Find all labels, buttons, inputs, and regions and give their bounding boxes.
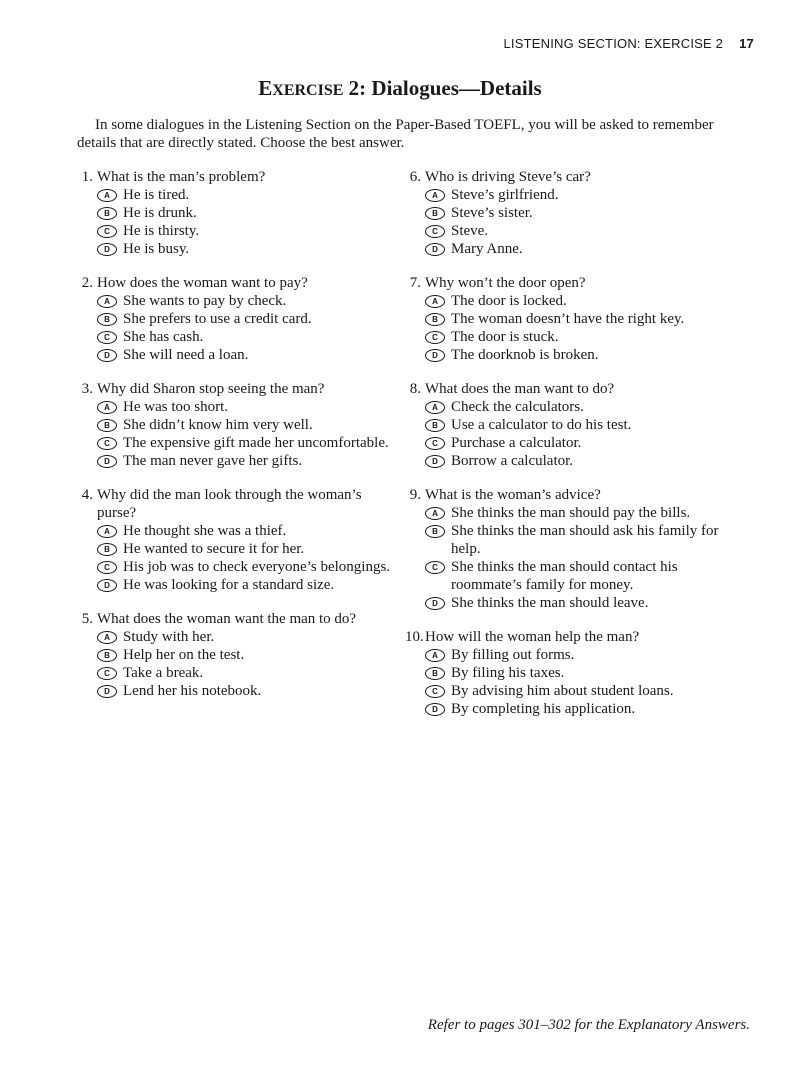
answer-bubble-icon: C (425, 225, 445, 238)
answer-option-text: By advising him about student loans. (451, 683, 674, 699)
answer-option-text: He was too short. (123, 399, 228, 415)
answer-option (425, 646, 745, 664)
answer-option (97, 186, 397, 204)
answer-option-text: His job was to check everyone’s belongings. (123, 559, 391, 575)
answer-options (425, 186, 745, 258)
answer-bubble-icon: B (97, 649, 117, 662)
answer-option (97, 558, 397, 576)
question-number: 8. (409, 381, 421, 397)
answer-bubble-icon: A (425, 295, 445, 308)
answer-bubble-icon: B (425, 525, 445, 538)
title-rest: 2: Dialogues—Details (343, 76, 542, 100)
answer-option (97, 646, 397, 664)
answer-bubble-icon: B (97, 419, 117, 432)
answer-option (97, 416, 397, 434)
answer-option (425, 682, 745, 700)
answer-bubble-icon: D (425, 349, 445, 362)
right-column (405, 168, 745, 734)
answer-option-text: Mary Anne. (451, 241, 523, 257)
answer-option (97, 682, 397, 700)
answer-option (97, 310, 397, 328)
answer-options (97, 628, 397, 700)
answer-bubble-icon: B (425, 313, 445, 326)
answer-option (97, 664, 397, 682)
answer-option-text: He is thirsty. (123, 223, 200, 239)
question-item (77, 610, 397, 700)
answer-option-text: Lend her his notebook. (123, 683, 262, 699)
question-number: 2. (81, 275, 93, 291)
answer-option (97, 346, 397, 364)
answer-option (425, 558, 745, 594)
answer-option (97, 222, 397, 240)
answer-option (97, 452, 397, 470)
answer-option-text: The door is locked. (451, 293, 567, 309)
question-number: 1. (81, 169, 93, 185)
question-item (77, 168, 397, 258)
question-number: 10. (405, 629, 424, 645)
answer-option (425, 594, 745, 612)
answer-option-text: Borrow a calculator. (451, 453, 574, 469)
question-item (77, 274, 397, 364)
answer-option-text: She wants to pay by check. (123, 293, 287, 309)
answer-option (425, 398, 745, 416)
answer-bubble-icon: D (97, 349, 117, 362)
answer-options (425, 398, 745, 470)
answer-options (97, 398, 397, 470)
answer-option-text: Check the calculators. (451, 399, 584, 415)
answer-option-text: He was looking for a standard size. (123, 577, 335, 593)
answer-option (97, 540, 397, 558)
question-text: What does the man want to do? (425, 381, 615, 397)
answer-bubble-icon: B (97, 543, 117, 556)
answer-bubble-icon: C (97, 331, 117, 344)
answer-option-text: He is busy. (123, 241, 190, 257)
answer-option-text: By filing his taxes. (451, 665, 565, 681)
answer-option-text: Steve’s girlfriend. (451, 187, 559, 203)
answer-option-text: Take a break. (123, 665, 204, 681)
answer-option (97, 628, 397, 646)
answer-option-text: She has cash. (123, 329, 204, 345)
answer-bubble-icon: A (97, 189, 117, 202)
answer-bubble-icon: D (425, 455, 445, 468)
answer-option (425, 700, 745, 718)
answer-option-text: She thinks the man should pay the bills. (451, 505, 691, 521)
answer-option-text: Help her on the test. (123, 647, 245, 663)
answer-option (97, 576, 397, 594)
answer-option-text: She thinks the man should leave. (451, 595, 649, 611)
answer-option-text: The man never gave her gifts. (123, 453, 303, 469)
question-item (405, 628, 745, 718)
question-number: 9. (409, 487, 421, 503)
answer-bubble-icon: A (425, 189, 445, 202)
answer-option (97, 522, 397, 540)
answer-option-text: By completing his application. (451, 701, 636, 717)
question-number: 6. (409, 169, 421, 185)
answer-option-text: She didn’t know him very well. (123, 417, 313, 433)
footer-note: Refer to pages 301–302 for the Explanatory Answers. (427, 1017, 750, 1033)
answer-option (425, 434, 745, 452)
answer-option-text: He is tired. (123, 187, 190, 203)
answer-bubble-icon: D (97, 243, 117, 256)
answer-options (425, 646, 745, 718)
answer-option (425, 292, 745, 310)
answer-option-text: The door is stuck. (451, 329, 559, 345)
question-text: Why won’t the door open? (425, 275, 586, 291)
answer-bubble-icon: C (425, 437, 445, 450)
answer-bubble-icon: D (97, 455, 117, 468)
answer-bubble-icon: C (425, 331, 445, 344)
answer-options (425, 504, 745, 612)
answer-options (97, 292, 397, 364)
answer-bubble-icon: B (425, 667, 445, 680)
question-text: Who is driving Steve’s car? (425, 169, 591, 185)
question-number: 5. (81, 611, 93, 627)
question-text: How will the woman help the man? (425, 629, 640, 645)
answer-bubble-icon: C (425, 685, 445, 698)
answer-bubble-icon: A (425, 649, 445, 662)
answer-bubble-icon: A (97, 631, 117, 644)
answer-bubble-icon: D (425, 243, 445, 256)
question-item (405, 380, 745, 470)
answer-option (425, 222, 745, 240)
answer-option (97, 204, 397, 222)
title-first-letter: E (258, 76, 273, 100)
answer-option (97, 328, 397, 346)
answer-option-text: She will need a loan. (123, 347, 249, 363)
question-text: Why did the man look through the woman’s purse? (97, 487, 362, 521)
answer-option-text: He wanted to secure it for her. (123, 541, 305, 557)
running-title: LISTENING SECTION: EXERCISE 2 (503, 36, 724, 51)
exercise-title (0, 76, 800, 101)
answer-bubble-icon: A (97, 401, 117, 414)
answer-bubble-icon: C (97, 437, 117, 450)
answer-option-text: She thinks the man should ask his family for help. (451, 523, 719, 557)
answer-bubble-icon: C (97, 667, 117, 680)
question-text: What does the woman want the man to do? (97, 611, 357, 627)
answer-bubble-icon: A (425, 401, 445, 414)
answer-bubble-icon: D (97, 579, 117, 592)
answer-option-text: Purchase a calculator. (451, 435, 582, 451)
answer-options (97, 186, 397, 258)
answer-bubble-icon: C (425, 561, 445, 574)
answer-option (425, 522, 745, 558)
answer-option (425, 310, 745, 328)
answer-option (425, 504, 745, 522)
answer-option-text: The expensive gift made her uncomfortable. (123, 435, 389, 451)
answer-bubble-icon: D (97, 685, 117, 698)
answer-bubble-icon: B (97, 313, 117, 326)
running-head (503, 36, 754, 51)
answer-bubble-icon: A (97, 295, 117, 308)
answer-option-text: The doorknob is broken. (451, 347, 599, 363)
answer-option (425, 452, 745, 470)
question-number: 7. (409, 275, 421, 291)
question-text: What is the man’s problem? (97, 169, 266, 185)
answer-option (97, 434, 397, 452)
answer-option-text: She prefers to use a credit card. (123, 311, 312, 327)
question-text: How does the woman want to pay? (97, 275, 308, 291)
answer-option (425, 204, 745, 222)
page-number: 17 (739, 36, 754, 51)
question-number: 3. (81, 381, 93, 397)
answer-option-text: Steve’s sister. (451, 205, 533, 221)
question-number: 4. (81, 487, 93, 503)
intro-paragraph: In some dialogues in the Listening Section on the Paper-Based TOEFL, you will be asked to remember details that are directly stated. Choose the best answer. (77, 117, 714, 151)
answer-option-text: Steve. (451, 223, 489, 239)
answer-option (425, 346, 745, 364)
question-text: Why did Sharon stop seeing the man? (97, 381, 325, 397)
answer-options (425, 292, 745, 364)
question-text: What is the woman’s advice? (425, 487, 601, 503)
title-small-caps: XERCISE (272, 82, 344, 99)
answer-option-text: By filling out forms. (451, 647, 575, 663)
answer-option (97, 398, 397, 416)
answer-option (97, 240, 397, 258)
answer-option-text: She thinks the man should contact his roommate’s family for money. (451, 559, 678, 593)
answer-option (425, 186, 745, 204)
answer-option (97, 292, 397, 310)
answer-option (425, 328, 745, 346)
answer-option (425, 416, 745, 434)
answer-option-text: He is drunk. (123, 205, 197, 221)
answer-option-text: Study with her. (123, 629, 215, 645)
left-column (77, 168, 397, 716)
question-item (405, 274, 745, 364)
answer-bubble-icon: D (425, 703, 445, 716)
question-item (405, 486, 745, 612)
answer-option-text: The woman doesn’t have the right key. (451, 311, 685, 327)
answer-bubble-icon: A (425, 507, 445, 520)
answer-options (97, 522, 397, 594)
answer-option-text: He thought she was a thief. (123, 523, 287, 539)
question-item (77, 380, 397, 470)
answer-bubble-icon: B (97, 207, 117, 220)
answer-option-text: Use a calculator to do his test. (451, 417, 632, 433)
answer-bubble-icon: A (97, 525, 117, 538)
question-item (77, 486, 397, 594)
answer-option (425, 664, 745, 682)
answer-bubble-icon: C (97, 561, 117, 574)
answer-bubble-icon: D (425, 597, 445, 610)
question-item (405, 168, 745, 258)
answer-bubble-icon: C (97, 225, 117, 238)
answer-option (425, 240, 745, 258)
answer-bubble-icon: B (425, 419, 445, 432)
answer-bubble-icon: B (425, 207, 445, 220)
